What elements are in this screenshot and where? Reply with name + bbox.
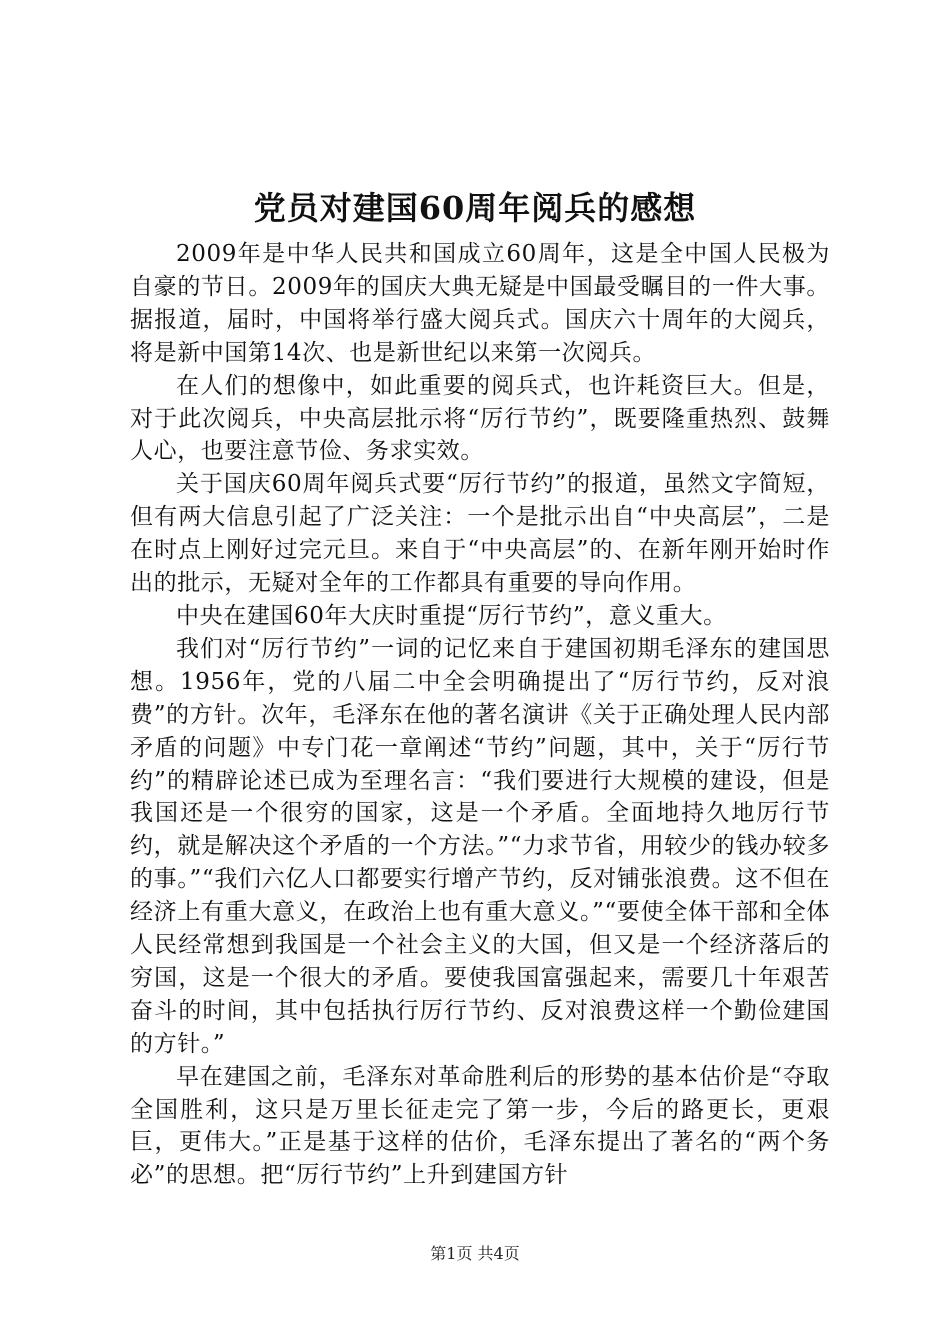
- paragraph-4: 中央在建国60年大庆时重提“厉行节约”，意义重大。: [176, 602, 727, 629]
- document-body: [130, 238, 830, 1192]
- paragraph-6: 早在建国之前，毛泽东对革命胜利后的形势的基本估价是“夺取全国胜利，这只是万里长征走完了第一步，今后的路更长，更艰巨，更伟大。”正是基于这样的估价，毛泽东提出了著名的“两个务必”的思想。把“厉行节约”上升到建国方针: [130, 1063, 830, 1189]
- paragraph-3: 关于国庆60周年阅兵式要“厉行节约”的报道，虽然文字简短，但有两大信息引起了广泛关注：一个是批示出自“中央高层”，二是在时点上刚好过完元旦。来自于“中央高层”的、在新年刚开始时作出的批示，无疑对全年的工作都具有重要的导向作用。: [130, 471, 830, 597]
- page-footer: 第1页 共4页: [430, 1244, 520, 1263]
- paragraph-2: 在人们的想像中，如此重要的阅兵式，也许耗资巨大。但是，对于此次阅兵，中央高层批示将“厉行节约”，既要隆重热烈、鼓舞人心，也要注意节俭、务求实效。: [130, 372, 830, 465]
- document-title: 党员对建国60周年阅兵的感想: [253, 189, 697, 227]
- paragraph-5: 我们对“厉行节约”一词的记忆来自于建国初期毛泽东的建国思想。1956年，党的八届二中全会明确提出了“厉行节约，反对浪费”的方针。次年，毛泽东在他的著名演讲《关于正确处理人民内部矛盾的问题》中专门花一章阐述“节约”问题，其中，关于“厉行节约”的精辟论述已成为至理名言：“我们要进行大规模的建设，但是我国还是一个很穷的国家，这是一个矛盾。全面地持久地厉行节约，就是解决这个矛盾的一个方法。”“力求节省，用较少的钱办较多的事。”“我们六亿人口都要实行增产节约，反对铺张浪费。这不但在经济上有重大意义，在政治上也有重大意义。”“要使全体干部和全体人民经常想到我国是一个社会主义的大国，但又是一个经济落后的穷国，这是一个很大的矛盾。要使我国富强起来，需要几十年艰苦奋斗的时间，其中包括执行厉行节约、反对浪费这样一个勤俭建国的方针。”: [130, 635, 830, 1057]
- paragraph-1: 2009年是中华人民共和国成立60周年，这是全中国人民极为自豪的节日。2009年的国庆大典无疑是中国最受瞩目的一件大事。据报道，届时，中国将举行盛大阅兵式。国庆六十周年的大阅兵，将是新中国第14次、也是新世纪以来第一次阅兵。: [130, 241, 830, 366]
